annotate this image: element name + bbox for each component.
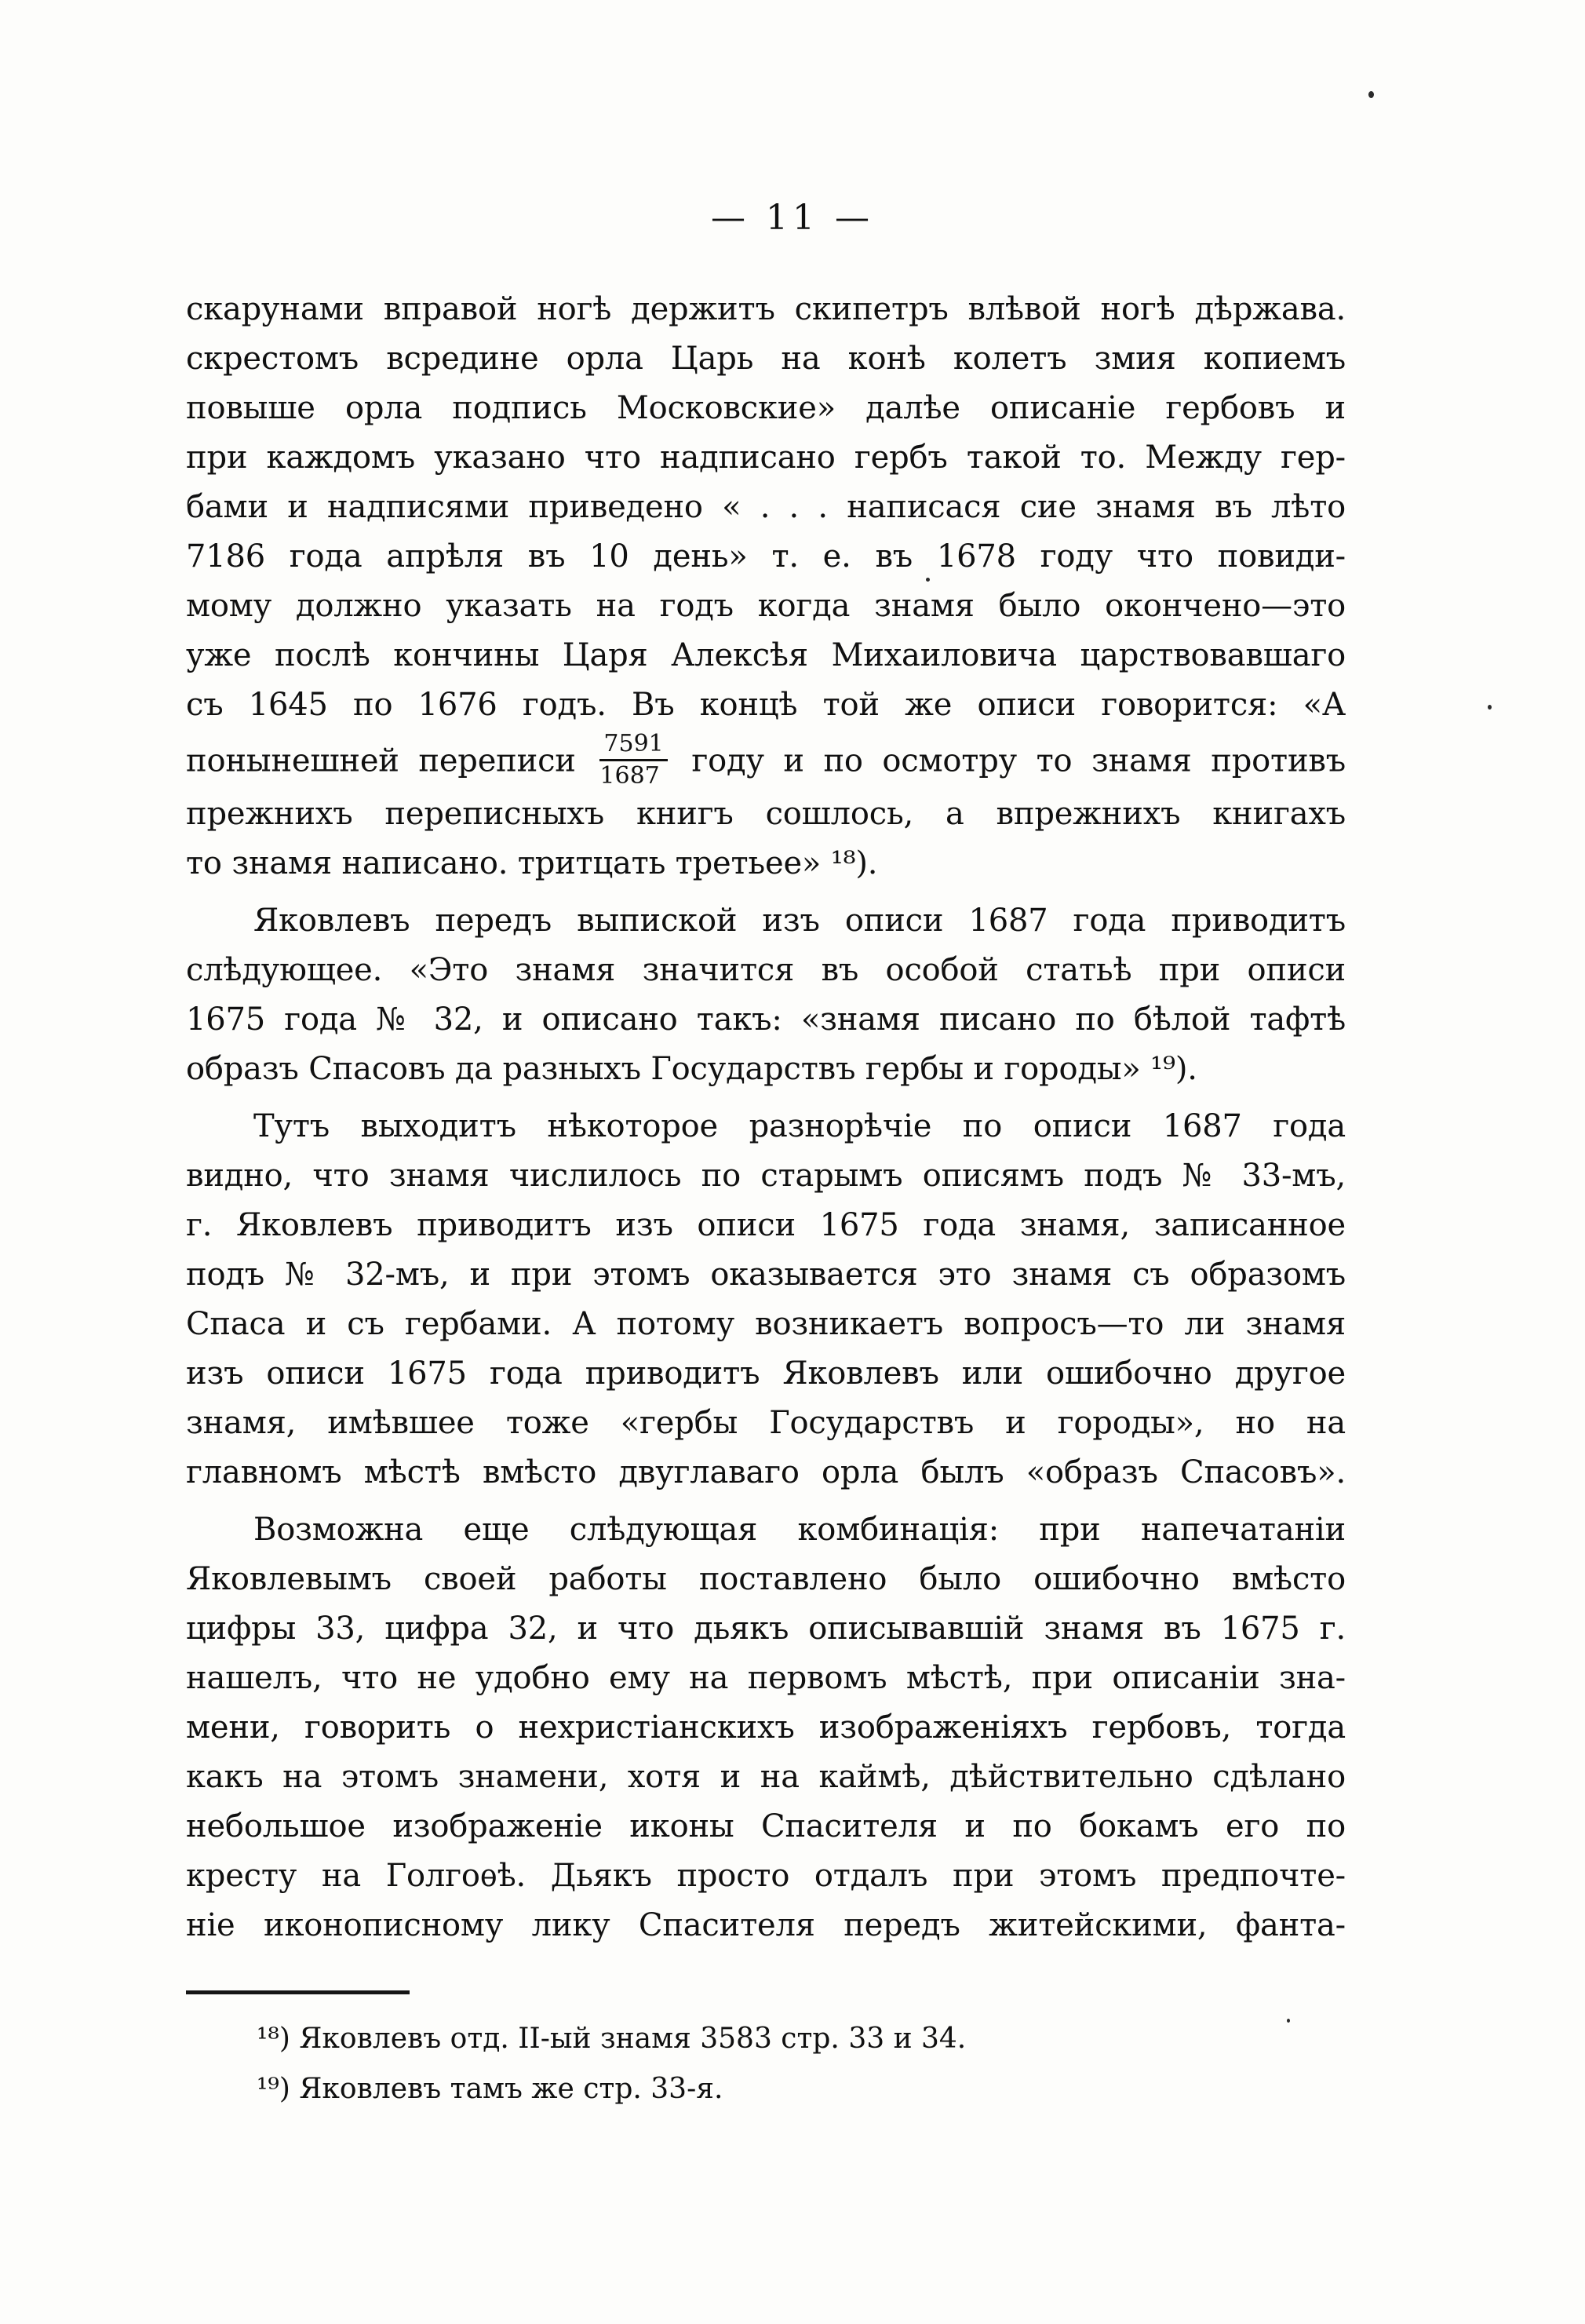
- text-line: изъ описи 1675 года приводитъ Яковлевъ или ошибочно другое: [186, 1355, 1346, 1392]
- year-fraction: [599, 731, 667, 790]
- text-line: съ 1645 по 1676 годъ. Въ концѣ той же описи говорится: «А: [186, 687, 1346, 723]
- text-line: бами и надписями приведено « . . . написася сие знамя въ лѣто: [186, 489, 1346, 525]
- text-line: прежнихъ переписныхъ книгъ сошлось, а впрежнихъ книгахъ: [186, 796, 1346, 832]
- text-line: скрестомъ всредине орла Царь на конѣ колетъ змия копиемъ: [186, 341, 1346, 377]
- text-line: главномъ мѣстѣ вмѣсто двуглаваго орла былъ «образъ Спасовъ».: [186, 1454, 1346, 1490]
- scan-speck: [1287, 2019, 1290, 2023]
- text-line: 1675 года № 32, и описано такъ: «знамя писано по бѣлой тафтѣ: [186, 1001, 1346, 1038]
- scan-speck: [1488, 705, 1492, 710]
- scan-speck: [926, 578, 930, 582]
- text-line: скарунами вправой ногѣ держитъ скипетръ влѣвой ногѣ дѣржава.: [186, 291, 1346, 327]
- body-text: [186, 285, 1346, 1950]
- text-line: Возможна еще слѣдующая комбинація: при напечатаніи: [253, 1512, 1346, 1548]
- text-line: видно, что знамя числилось по старымъ описямъ подъ № 33-мъ,: [186, 1158, 1346, 1194]
- text-line: знамя, имѣвшее тоже «гербы Государствъ и городы», но на: [186, 1405, 1346, 1441]
- fraction-line-after: году и по осмотру то знамя противъ: [691, 742, 1346, 779]
- fraction-denominator: 1687: [599, 762, 660, 790]
- footnotes-block: [186, 2014, 1346, 2114]
- text-line: уже послѣ кончины Царя Алексѣя Михаиловича царствовавшаго: [186, 637, 1346, 673]
- text-line: кресту на Голгоѳѣ. Дьякъ просто отдалъ при этомъ предпочте-: [186, 1858, 1346, 1894]
- footnote: ¹⁹) Яковлевъ тамъ же стр. 33-я.: [257, 2073, 723, 2105]
- page-number: — 11 —: [711, 198, 874, 238]
- text-line: ніе иконописному лику Спасителя передъ житейскими, фанта-: [186, 1907, 1346, 1943]
- footnote: ¹⁸) Яковлевъ отд. II-ый знамя 3583 стр. 33 и 34.: [257, 2023, 967, 2055]
- text-line: образъ Спасовъ да разныхъ Государствъ гербы и городы» ¹⁹).: [186, 1051, 1197, 1087]
- text-line: мени, говорить о нехристіанскихъ изображеніяхъ гербовъ, тогда: [186, 1709, 1346, 1746]
- text-line: г. Яковлевъ приводитъ изъ описи 1675 года знамя, записанное: [186, 1207, 1346, 1243]
- fraction-line-before: понынешней переписи: [186, 742, 576, 779]
- text-line: 7186 года апрѣля въ 10 день» т. е. въ 1678 году что повиди-: [186, 538, 1346, 575]
- text-line: слѣдующее. «Это знамя значится въ особой статьѣ при описи: [186, 952, 1346, 988]
- text-line: Яковлевымъ своей работы поставлено было ошибочно вмѣсто: [186, 1561, 1346, 1597]
- text-line: при каждомъ указано что надписано гербъ такой то. Между гер-: [186, 440, 1346, 476]
- text-line: подъ № 32-мъ, и при этомъ оказывается это знамя съ образомъ: [186, 1257, 1346, 1293]
- footnote-separator: [186, 1990, 410, 1994]
- text-line: нашелъ, что не удобно ему на первомъ мѣстѣ, при описаніи зна-: [186, 1660, 1346, 1696]
- text-line: какъ на этомъ знамени, хотя и на каймѣ, дѣйствительно сдѣлано: [186, 1759, 1346, 1795]
- text-line: Яковлевъ передъ выпиской изъ описи 1687 года приводитъ: [253, 903, 1346, 939]
- text-line-with-fraction: [186, 730, 1346, 790]
- text-line: повыше орла подпись Московские» далѣе описаніе гербовъ и: [186, 390, 1346, 426]
- text-line: Тутъ выходитъ нѣкоторое разнорѣчіе по описи 1687 года: [253, 1108, 1346, 1144]
- text-line: небольшое изображеніе иконы Спасителя и по бокамъ его по: [186, 1808, 1346, 1844]
- text-line: мому должно указать на годъ когда знамя было окончено—это: [186, 588, 1346, 624]
- scan-speck: [1368, 91, 1374, 98]
- text-line: Спаса и съ гербами. А потому возникаетъ вопросъ—то ли знамя: [186, 1306, 1346, 1342]
- text-line: цифры 33, цифра 32, и что дьякъ описывавшій знамя въ 1675 г.: [186, 1611, 1346, 1647]
- fraction-numerator: 7591: [599, 731, 667, 761]
- text-line: то знамя написано. тритцать третьее» ¹⁸).: [186, 845, 878, 881]
